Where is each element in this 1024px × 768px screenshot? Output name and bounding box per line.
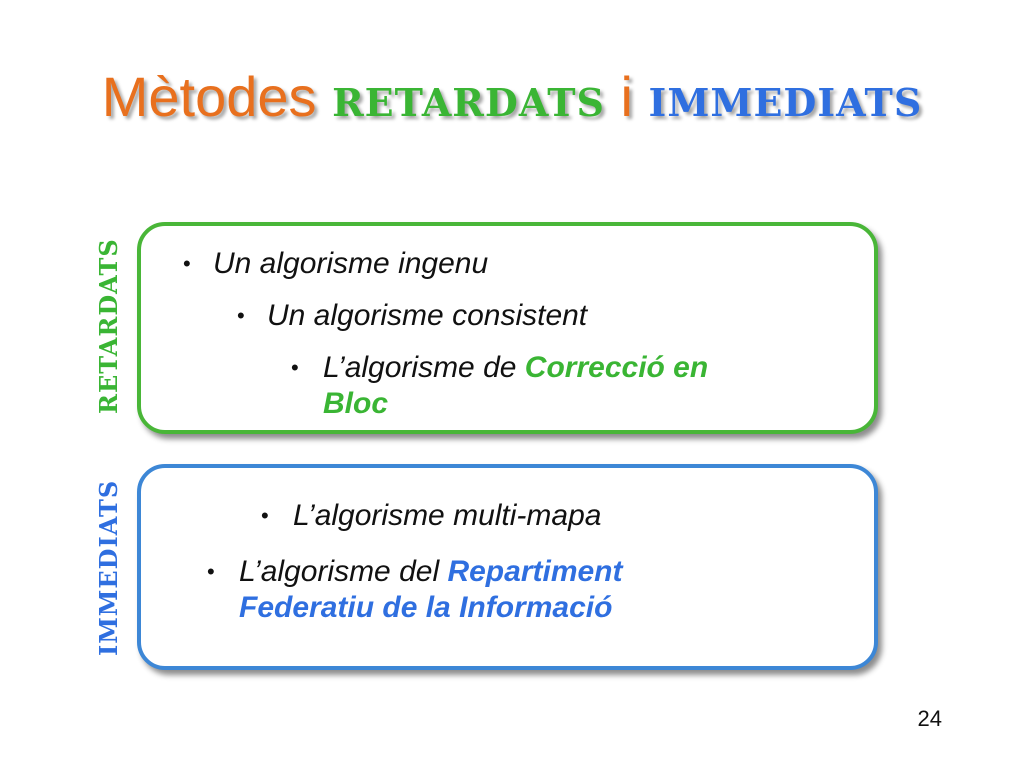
list-item-text: L’algorisme multi-mapa bbox=[293, 499, 602, 532]
highlight-term: Correcció en bbox=[524, 351, 709, 384]
section-label-immediate: immediats bbox=[86, 479, 126, 656]
list-item-text: L’algorisme del bbox=[239, 555, 448, 588]
section-label-delayed: retardats bbox=[86, 238, 126, 414]
slide-title bbox=[0, 62, 1024, 132]
list-item bbox=[291, 350, 708, 422]
list-item-text: Un algorisme ingenu bbox=[213, 247, 489, 280]
list-item-text: Un algorisme consistent bbox=[267, 299, 588, 332]
panel-delayed bbox=[137, 222, 878, 434]
title-conjunction: i bbox=[620, 65, 633, 128]
panel-immediate bbox=[137, 464, 878, 670]
bullet: • bbox=[207, 559, 215, 584]
list-item bbox=[207, 554, 623, 626]
list-item-text: L’algorisme de bbox=[323, 351, 525, 384]
list-item bbox=[183, 246, 488, 282]
title-immediate-word: immediats bbox=[648, 65, 923, 129]
bullet: • bbox=[237, 303, 245, 328]
bullet: • bbox=[291, 355, 299, 380]
highlight-term: Federatiu de la Informació bbox=[239, 591, 613, 624]
list-item bbox=[237, 298, 587, 334]
title-main-word: Mètodes bbox=[101, 65, 317, 128]
list-item bbox=[261, 498, 601, 534]
highlight-term: Bloc bbox=[323, 387, 389, 420]
title-delayed-word: retardats bbox=[332, 65, 605, 129]
bullet: • bbox=[261, 503, 269, 528]
page-number: 24 bbox=[917, 706, 942, 731]
bullet: • bbox=[183, 251, 191, 276]
highlight-term: Repartiment bbox=[447, 555, 623, 588]
